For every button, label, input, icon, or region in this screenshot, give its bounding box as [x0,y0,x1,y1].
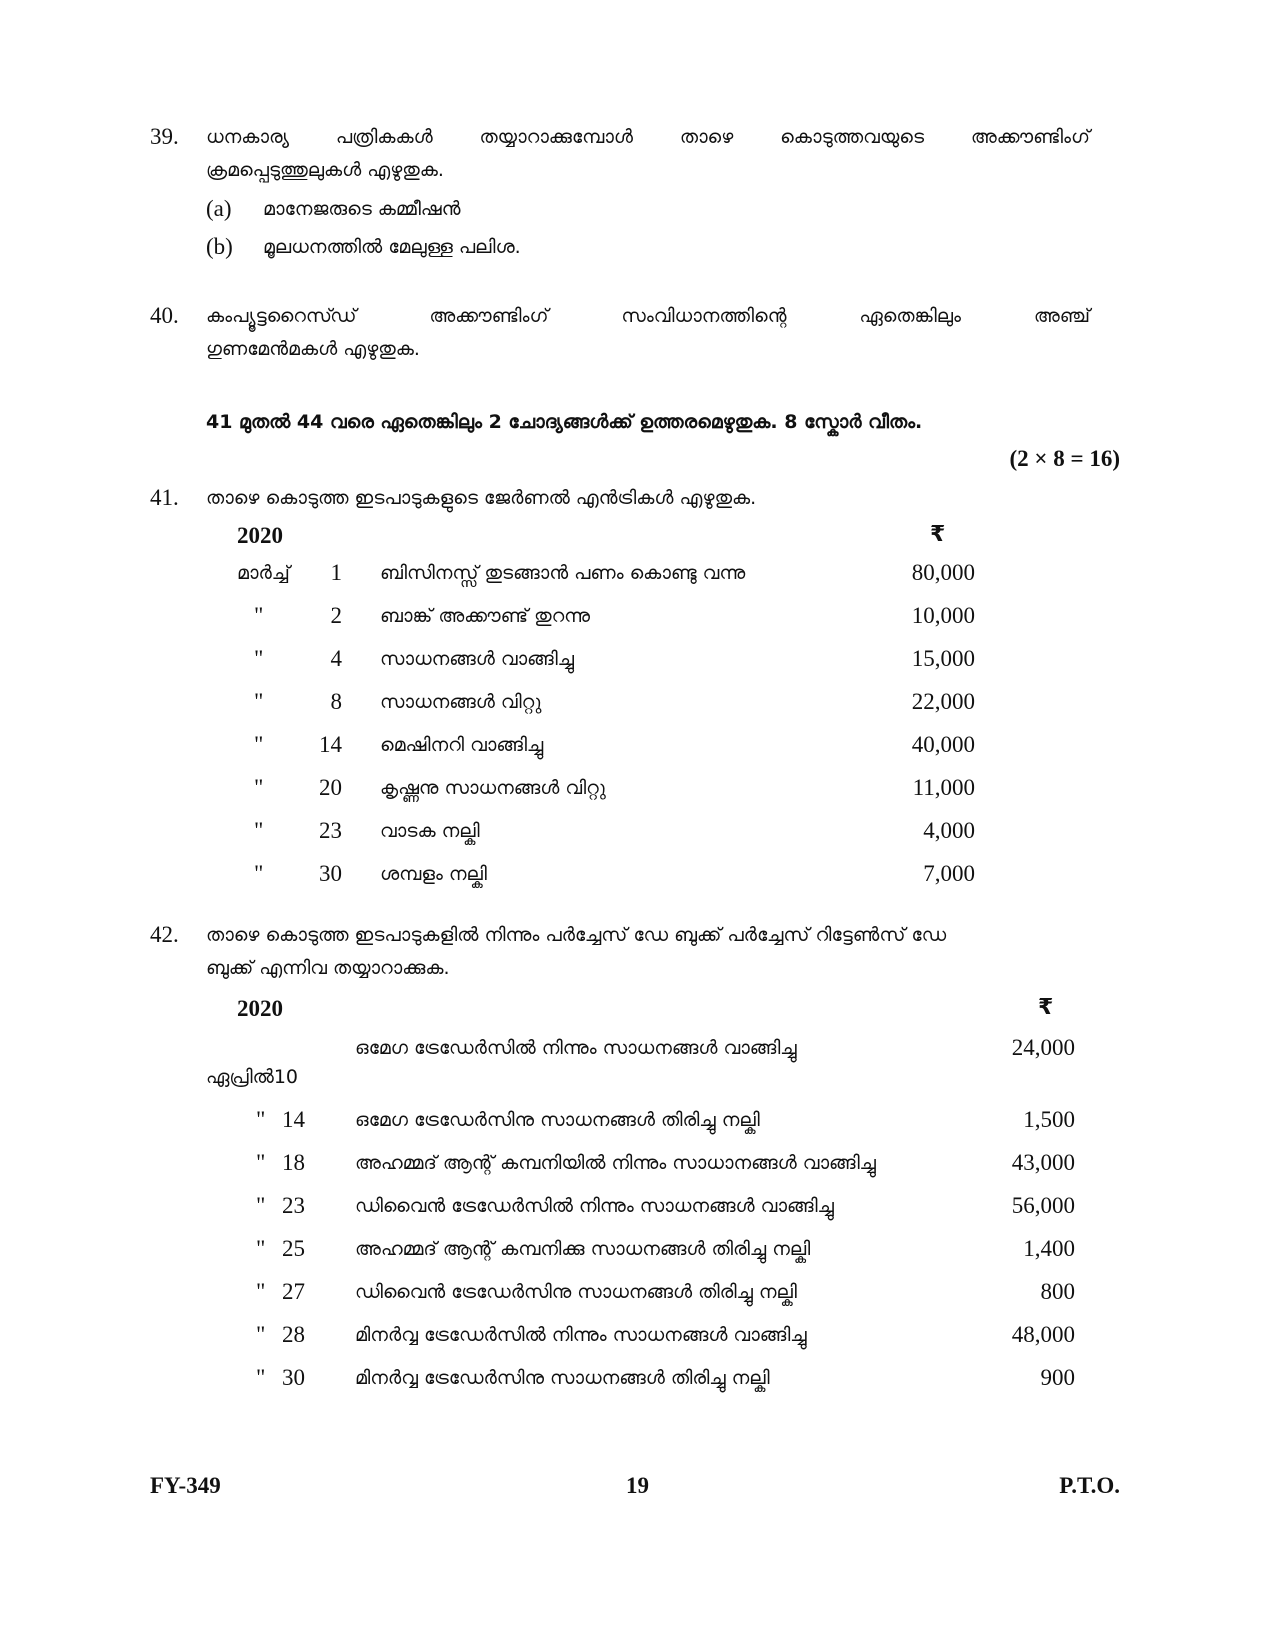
q42-currency: ₹ [1038,995,1054,1020]
q41-amount: 4,000 [923,818,975,843]
q40-word: കംപ്യൂട്ടറൈസ്ഡ് [206,305,357,327]
q40-word: ഏതെങ്കിലും [859,305,961,327]
q41-day: 1 [330,560,342,585]
q42-line2: ബുക്ക് എന്നിവ തയ്യാറാക്കുക. [206,957,450,979]
q41-day: 30 [319,861,342,886]
q42-day: 27 [282,1279,305,1304]
q41-amount: 10,000 [911,603,975,628]
q42-ditto: " [256,1193,266,1218]
q42-amount: 800 [1040,1279,1075,1304]
q42-desc: ഒമേഗ ട്രേഡേർസിനു സാധനങ്ങൾ തിരിച്ചു നല്കി [355,1109,760,1131]
q42-day: 18 [282,1150,305,1175]
q41-day: 4 [330,646,342,671]
section-instruction: 41 മുതൽ 44 വരെ ഏതെങ്കിലും 2 ചോദ്യങ്ങൾക്ക് ഉത്തരമെഴുതുക. 8 സ്കോർ വീതം. [206,411,923,433]
q42-amount: 48,000 [1011,1322,1075,1347]
q41-amount: 7,000 [923,861,975,886]
q42-ditto: " [256,1279,266,1304]
q42-amount: 1,400 [1023,1236,1075,1261]
q42-ditto: " [256,1365,266,1390]
q41-year: 2020 [237,523,283,548]
footer-pto: P.T.O. [1059,1473,1120,1498]
q41-day: 2 [330,603,342,628]
q40-line2: ഗുണമേൻമകൾ എഴുതുക. [206,338,420,360]
q41-day: 20 [319,775,342,800]
q39-item-a-label: (a) [206,196,232,221]
q42-desc: മിനർവ്വ ട്രേഡേർസിനു സാധനങ്ങൾ തിരിച്ചു നല്കി [355,1367,770,1389]
q42-ditto: " [256,1107,266,1132]
q39-word: താഴെ [679,126,734,148]
q41-ditto: " [254,646,264,671]
q41-desc: കൃഷ്ണനു സാധനങ്ങൾ വിറ്റു [380,777,606,799]
q42-day: 28 [282,1322,305,1347]
q42-amount: 56,000 [1011,1193,1075,1218]
q42-desc: ഡിവൈൻ ട്രേഡേർസിൽ നിന്നും സാധനങ്ങൾ വാങ്ങിച്ചു [355,1195,834,1217]
q41-desc: സാധനങ്ങൾ വിറ്റു [380,691,542,713]
q39-line1 [206,126,1090,148]
q42-number: 42. [150,922,179,947]
q42-day: 14 [282,1107,305,1132]
q41-ditto: " [254,689,264,714]
q41-desc: വാടക നല്കി [380,820,480,842]
q42-day: 23 [282,1193,305,1218]
q42-line1: താഴെ കൊടുത്ത ഇടപാടുകളിൽ നിന്നും പർച്ചേസ് ഡേ ബുക്ക് പർച്ചേസ് റിട്ടേൺസ് ഡേ [206,924,947,946]
q40-word: സംവിധാനത്തിന്റെ [621,305,787,327]
q42-date: ഏപ്രിൽ10 [206,1066,299,1088]
q39-item-a-text: മാനേജരുടെ കമ്മീഷൻ [263,198,461,220]
q41-ditto: " [254,732,264,757]
q39-word: പത്രികകൾ [335,126,433,148]
q42-amount: 900 [1040,1365,1075,1390]
q41-desc: ബിസിനസ്സ് തുടങ്ങാൻ പണം കൊണ്ടു വന്നു [380,562,746,584]
q42-desc: മിനർവ്വ ട്രേഡേർസിൽ നിന്നും സാധനങ്ങൾ വാങ്ങിച്ചു [355,1324,807,1346]
section-marks: (2 × 8 = 16) [1009,446,1120,471]
q42-desc: ഒമേഗ ട്രേഡേർസിൽ നിന്നും സാധനങ്ങൾ വാങ്ങിച്ചു [355,1037,797,1059]
footer-code: FY-349 [150,1473,221,1498]
q41-ditto: " [254,818,264,843]
q41-day: 23 [319,818,342,843]
q41-amount: 15,000 [911,646,975,671]
q42-ditto: " [256,1150,266,1175]
q42-day: 30 [282,1365,305,1390]
q41-desc: ബാങ്ക് അക്കൗണ്ട് തുറന്നു [380,605,591,627]
q42-ditto: " [256,1236,266,1261]
q41-desc: ശമ്പളം നല്കി [380,863,487,885]
q41-currency: ₹ [930,522,946,547]
q42-amount: 24,000 [1011,1035,1075,1060]
q41-ditto: " [254,603,264,628]
q39-word: ധനകാര്യ [206,126,289,148]
q41-text: താഴെ കൊടുത്ത ഇടപാടുകളുടെ ജേർണൽ എൻട്രികൾ എഴുതുക. [206,487,757,509]
q42-day: 25 [282,1236,305,1261]
q39-word: തയ്യാറാക്കുമ്പോൾ [479,126,633,148]
q40-line1 [206,305,1090,327]
q39-item-b-label: (b) [206,234,233,259]
q41-amount: 22,000 [911,689,975,714]
q39-number: 39. [150,124,179,149]
q42-desc: അഹമ്മദ് ആന്റ് കമ്പനിക്കു സാധനങ്ങൾ തിരിച്ചു നല്കി [355,1238,811,1260]
q39-item-b-text: മൂലധനത്തിൽ മേലുള്ള പലിശ. [263,236,521,258]
q39-line2: ക്രമപ്പെടുത്തുലുകൾ എഴുതുക. [206,159,444,181]
q39-word: കൊടുത്തവയുടെ [780,126,925,148]
footer-page-number: 19 [626,1473,649,1498]
q41-month: മാർച്ച് [237,562,290,584]
q40-number: 40. [150,303,179,328]
q39-word: അക്കൗണ്ടിംഗ് [970,126,1090,148]
q42-year: 2020 [237,996,283,1021]
q41-amount: 40,000 [911,732,975,757]
q41-desc: മെഷിനറി വാങ്ങിച്ചു [380,734,544,756]
q42-ditto: " [256,1322,266,1347]
q41-amount: 80,000 [911,560,975,585]
q41-day: 8 [330,689,342,714]
q41-number: 41. [150,485,179,510]
q42-desc: ഡിവൈൻ ട്രേഡേർസിനു സാധനങ്ങൾ തിരിച്ചു നല്കി [355,1281,797,1303]
q41-amount: 11,000 [912,775,975,800]
q42-amount: 43,000 [1011,1150,1075,1175]
q42-amount: 1,500 [1023,1107,1075,1132]
q40-word: അഞ്ച് [1033,305,1090,327]
q41-ditto: " [254,775,264,800]
q40-word: അക്കൗണ്ടിംഗ് [429,305,549,327]
q41-day: 14 [319,732,342,757]
q42-desc: അഹമ്മദ് ആന്റ് കമ്പനിയിൽ നിന്നും സാധാനങ്ങൾ വാങ്ങിച്ചു [355,1152,876,1174]
q41-ditto: " [254,861,264,886]
q41-desc: സാധനങ്ങൾ വാങ്ങിച്ചു [380,648,575,670]
